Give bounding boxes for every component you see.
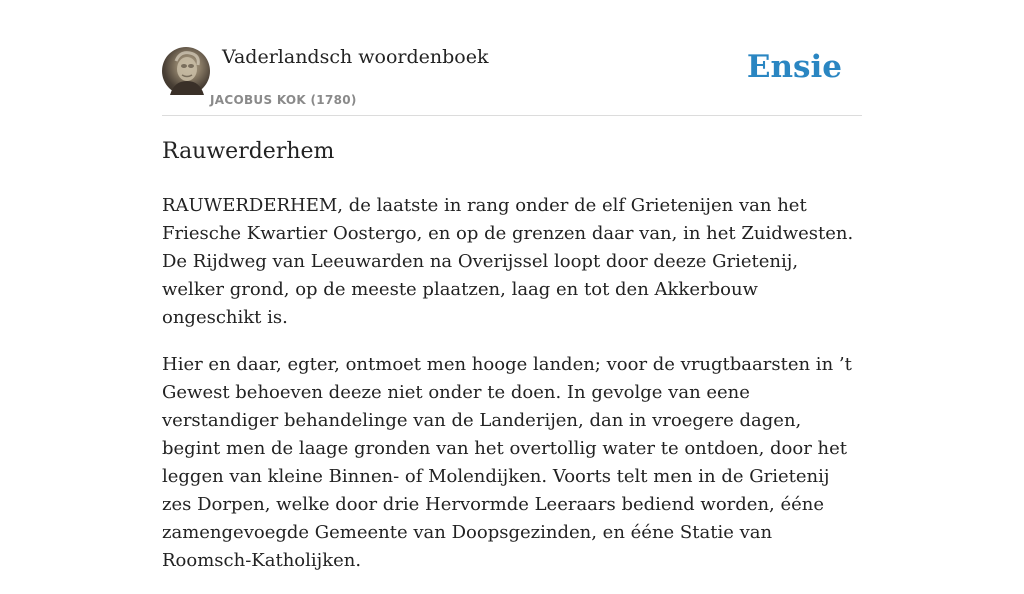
entry-content: [162, 192, 862, 594]
entry-title: Rauwerderhem: [162, 139, 335, 164]
ensie-logo[interactable]: Ensie: [746, 49, 842, 85]
book-title[interactable]: Vaderlandsch woordenboek: [222, 46, 489, 68]
entry-paragraph: RAUWERDERHEM, de laatste in rang onder de elf Grietenijen van het Friesche Kwartier Oostergo, en op de grenzen daar van, in het Zuidwesten. De Rijdweg van Leeuwarden na Overijssel loopt door deeze Grietenij, welker grond, op de meeste plaatzen, laag en tot den Akkerbouw ongeschikt is.: [162, 195, 854, 328]
entry-paragraph: Hier en daar, egter, ontmoet men hooge landen; voor de vrugtbaarsten in ’t Gewest behoeven deeze niet onder te doen. In gevolge van eene verstandiger behandelinge van de Landerijen, dan in vroegere dagen, begint men de laage gronden van het overtollig water te ontdoen, door het leggen van kleine Binnen- of Molendijken. Voorts telt men in de Grietenij zes Dorpen, welke door drie Hervormde Leeraars bediend worden, ééne zamengevoegde Gemeente van Doopsgezinden, en ééne Statie van Roomsch-Katholijken.: [162, 354, 852, 571]
author-name[interactable]: JACOBUS KOK (1780): [210, 93, 357, 107]
author-portrait-icon: [162, 47, 210, 95]
book-header: [162, 44, 862, 116]
